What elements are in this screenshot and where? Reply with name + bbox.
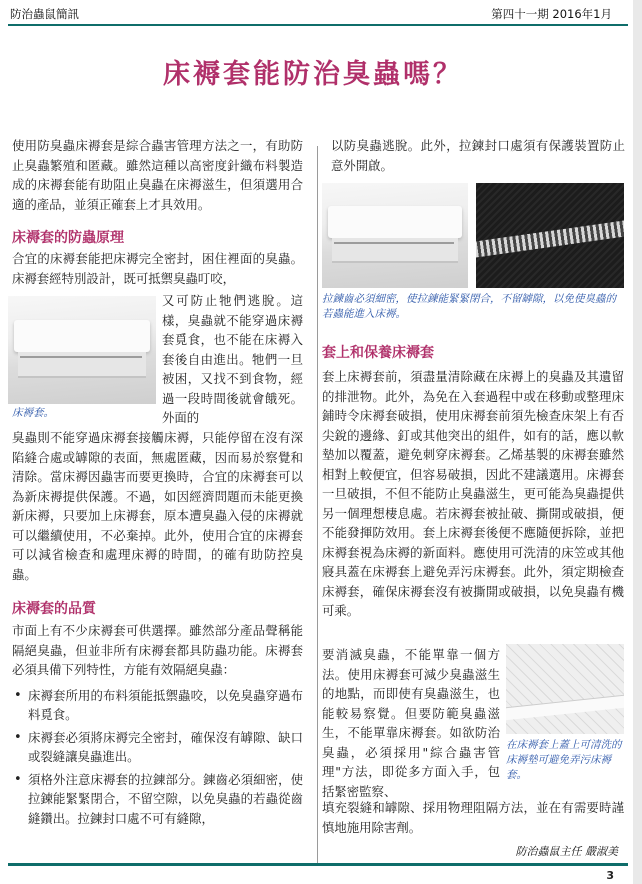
right-column: [331, 136, 625, 175]
mattress-pad-photo: [506, 644, 624, 734]
page-number: 3: [606, 869, 614, 882]
left-column: [12, 136, 303, 288]
right-column-middle: [322, 342, 624, 621]
column-divider: [317, 146, 318, 866]
list-item: • 須格外注意床褥套的拉鍊部分。鍊齒必須細密，使拉鍊能緊緊閉合，不留空隙，以免臭蟲的若蟲從齒縫鑽出。拉鍊封口處不可有縫隙，: [12, 770, 303, 829]
footer-rule: [8, 863, 628, 866]
principle-paragraph-b: 又可防止牠們逃脫。這樣，臭蟲就不能穿過床褥套覓食，也不能在床褥入套後自由進出。牠們一旦被困，又找不到食物，經過一段時間後就會餓死。外面的: [162, 293, 303, 425]
page-edge-bar: [633, 0, 642, 884]
right-column-bottom: [322, 798, 624, 837]
zipper-photo-caption: 拉鍊齒必須細密，使拉鍊能緊緊閉合，不留罅隙，以免使臭蟲的若蟲能進入床褥。: [322, 293, 616, 320]
mattress-cover-photo: [8, 296, 156, 404]
quality-paragraph: 市面上有不少床褥套可供選擇。雖然部分產品聲稱能隔絕臭蟲，但並非所有床褥套都具防蟲功能。床褥套必須具備下列特性，方能有效隔絕臭蟲：: [12, 623, 303, 677]
intro-paragraph: 使用防臭蟲床褥套是綜合蟲害管理方法之一，有助防止臭蟲繁殖和匿藏。雖然這種以高密度針織布料製造成的床褥套能有助阻止臭蟲在床褥滋生，但須選用合適的產品，並須正確套上才具效用。: [12, 138, 303, 212]
ipm-paragraph-b: 填充裂縫和罅隙、採用物理阻隔方法，並在有需要時謹慎地施用除害劑。: [322, 800, 624, 835]
principle-paragraph-a: 合宜的床褥套能把床褥完全密封，困住裡面的臭蟲。床褥套經特別設計，既可抵禦臭蟲叮咬，: [12, 251, 303, 286]
author-signature: 防治蟲鼠主任 嚴淑美: [515, 845, 618, 858]
mattress-pad-photo-caption: 在床褥套上蓋上可清洗的床褥墊可避免弄污床褥套。: [506, 739, 622, 781]
publication-name: 防治蟲鼠簡訊: [10, 7, 79, 21]
list-item: • 床褥套必須將床褥完全密封，確保沒有罅隙、缺口或裂縫讓臭蟲進出。: [12, 728, 303, 767]
header-rule: [8, 24, 628, 26]
zipper-closure-photo: [322, 183, 468, 288]
article-title: 床褥套能防治臭蟲嗎？: [163, 59, 463, 90]
principle-wrap-text: [162, 291, 303, 428]
list-item: • 床褥套所用的布料須能抵禦蟲咬，以免臭蟲穿過布料覓食。: [12, 686, 303, 725]
section-heading-care: 套上和保養床褥套: [322, 345, 434, 361]
ipm-wrap-text: [322, 645, 500, 801]
ipm-paragraph-a: 要消滅臭蟲，不能單靠一個方法。使用床褥套可減少臭蟲滋生的地點，而即使有臭蟲滋生，也能較易察覺。但要防範臭蟲滋生，不能單靠床褥套。如欲防治臭蟲，必須採用"綜合蟲害管理"方法，即從多方面入手，包括緊密監察、: [322, 647, 500, 799]
section-heading-principle: 床褥套的防蟲原理: [12, 230, 124, 246]
continuation-paragraph: 以防臭蟲逃脫。此外，拉鍊封口處須有保護裝置防止意外開啟。: [331, 138, 625, 173]
zipper-teeth-photo: [476, 183, 624, 288]
principle-paragraph-c: 臭蟲則不能穿過床褥套接觸床褥，只能停留在沒有深陷縫合處或罅隙的表面，無處匿藏，因而易於察覺和清除。當床褥因蟲害而要更換時，合宜的床褥套可以為新床褥提供保護。不過，如因經濟問題而未能更換新床褥，只要加上床褥套，原本遭臭蟲入侵的床褥就可以繼續使用，不必棄掉。此外，使用合宜的床褥套可以減省檢查和處理床褥的時間，的確有助防控臭蟲。: [12, 430, 303, 582]
quality-bullet-list: [12, 686, 303, 829]
mattress-photo-caption: 床褥套。: [12, 407, 54, 419]
issue-info: 第四十一期 2016年1月: [491, 7, 612, 21]
section-heading-quality: 床褥套的品質: [12, 601, 96, 617]
care-paragraph: 套上床褥套前，須盡量清除藏在床褥上的臭蟲及其遺留的排泄物。此外，為免在入套過程中或在移動或整理床鋪時令床褥套破損，使用床褥套前須先檢查床架上有否尖銳的邊緣、釘或其他突出的組件，如有的話，應以軟墊加以覆蓋，避免刺穿床褥套。乙烯基製的床褥套雖然相對上較便宜，但容易破損，因此不建議選用。床褥套一旦破損，不但不能防止臭蟲滋生，更可能為臭蟲提供另一個理想棲息處。若床褥套被扯破、撕開或破損，便不能發揮防效用。套上床褥套後便不應隨便拆除，並把床褥套視為床褥的新面料。應使用可洗清的床笠或其他寢具蓋在床褥套上避免弄污床褥套。此外，須定期檢查床褥套，確保床褥套沒有被撕開或破損，以免臭蟲有機可乘。: [322, 369, 624, 618]
left-column-lower: [12, 428, 303, 831]
